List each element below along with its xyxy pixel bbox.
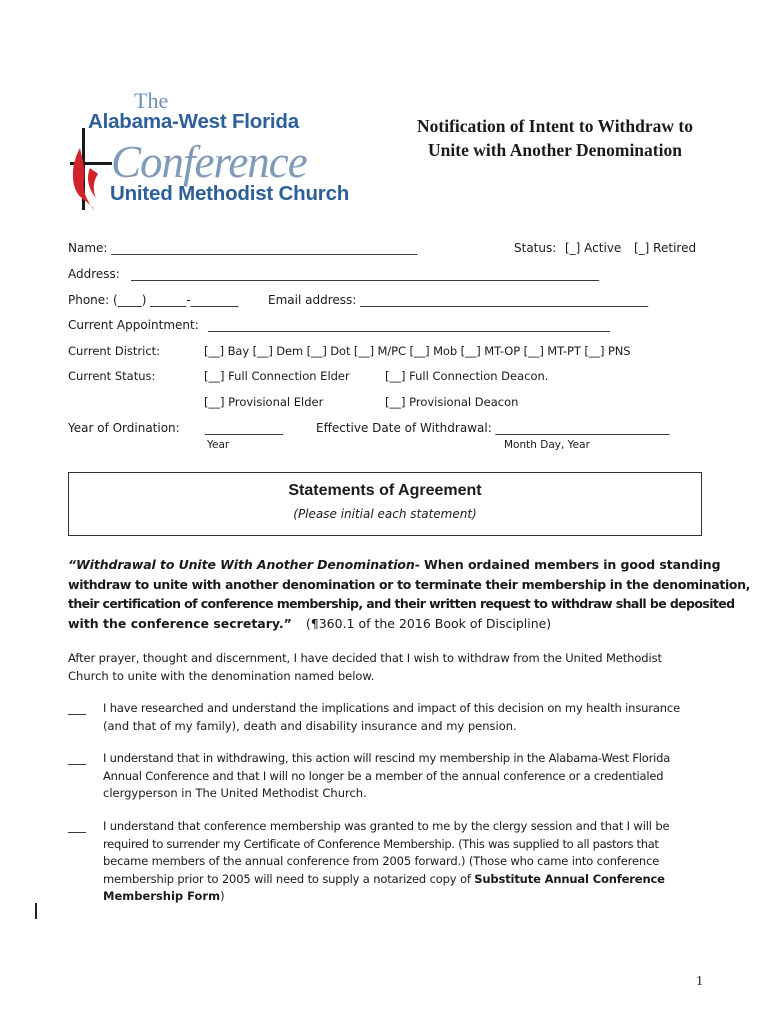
- status-label: Status:: [514, 241, 557, 255]
- intro-line-1: After prayer, thought and discernment, I have decided that I wish to withdraw from the United Methodist: [68, 651, 662, 665]
- statement-3-line-2: required to surrender my Certificate of Conference Membership. (This was supplied to all pastors that: [103, 836, 659, 851]
- intro-paragraph: [68, 650, 688, 685]
- page-number: 1: [696, 974, 703, 989]
- quote-line-2: withdraw to unite with another denomination or to terminate their membership in the denomination,: [68, 576, 751, 592]
- full-elder-checkbox[interactable]: [__] Full Connection Elder: [204, 369, 350, 383]
- substitute-form-link[interactable]: Substitute Annual Conference: [474, 871, 665, 886]
- status-active-checkbox[interactable]: [_] Active: [565, 241, 622, 255]
- statement-1: [103, 700, 693, 735]
- statement-2-line-2: Annual Conference and that I will no longer be a member of the annual conference or a credentialed: [103, 768, 664, 783]
- district-label: Current District:: [68, 344, 161, 358]
- statement-2-line-1: I understand that in withdrawing, this action will rescind my membership in the Alabama-West Florida: [103, 751, 671, 765]
- date-caption: Month Day, Year: [504, 439, 590, 451]
- phone-field[interactable]: Phone: (____) ______-________: [68, 293, 239, 307]
- current-status-label: Current Status:: [68, 369, 156, 383]
- appointment-field[interactable]: ___________________________________________________________________: [208, 318, 610, 332]
- statement-3-line-4: membership prior to 2005 will need to supply a notarized copy of: [103, 871, 471, 886]
- provisional-deacon-checkbox[interactable]: [__] Provisional Deacon: [385, 395, 519, 409]
- quote-line-1: - When ordained members in good standing: [414, 557, 721, 572]
- address-field[interactable]: ______________________________________________________________________________: [131, 267, 599, 281]
- year-caption: Year: [207, 439, 230, 451]
- status-retired-checkbox[interactable]: [_] Retired: [634, 241, 697, 255]
- address-label: Address:: [68, 267, 120, 281]
- quote-line-3: their certification of conference membership, and their written request to withdraw shall be deposited: [68, 596, 735, 611]
- provisional-elder-checkbox[interactable]: [__] Provisional Elder: [204, 395, 324, 409]
- text-cursor: [35, 903, 37, 919]
- initial-blank-3[interactable]: ___: [68, 819, 86, 833]
- discipline-quote: [68, 555, 751, 633]
- statement-2: [103, 750, 693, 803]
- title-line-1: Notification of Intent to Withdraw to: [417, 116, 693, 136]
- logo-the: The: [134, 88, 169, 113]
- logo-name: Alabama-West Florida: [88, 110, 299, 133]
- title-line-2: Unite with Another Denomination: [428, 140, 682, 160]
- quote-citation: (¶360.1 of the 2016 Book of Discipline): [305, 615, 552, 631]
- document-title: [385, 114, 725, 162]
- statement-2-line-3: clergyperson in The United Methodist Church.: [103, 786, 367, 800]
- statement-3-line-3: became members of the annual conference from 2005 forward.) (Those who came into conference: [103, 854, 660, 868]
- substitute-form-link-2[interactable]: Membership Form: [103, 889, 221, 903]
- initial-blank-1[interactable]: ___: [68, 701, 86, 715]
- statement-1-line-2: (and that of my family), death and disability insurance and my pension.: [103, 718, 517, 733]
- name-field[interactable]: Name: ___________________________________________________: [68, 241, 418, 255]
- intro-line-2: Church to unite with the denomination named below.: [68, 668, 375, 683]
- statement-1-line-1: I have researched and understand the implications and impact of this decision on my health insurance: [103, 701, 681, 715]
- ordination-label: Year of Ordination:: [68, 421, 180, 435]
- email-field[interactable]: Email address: ________________________________________________: [268, 293, 649, 307]
- agreement-box: [68, 472, 702, 536]
- quote-line-4: with the conference secretary.”: [68, 615, 292, 631]
- statement-3-close: ): [220, 889, 225, 903]
- ordination-year-field[interactable]: _____________: [205, 421, 283, 435]
- quote-title: “Withdrawal to Unite With Another Denomination: [68, 557, 415, 572]
- logo-church: United Methodist Church: [110, 182, 350, 205]
- agreement-heading: Statements of Agreement: [288, 482, 482, 499]
- logo-conference: Conference: [111, 137, 307, 187]
- full-deacon-checkbox[interactable]: [__] Full Connection Deacon.: [385, 369, 549, 383]
- appointment-label: Current Appointment:: [68, 318, 199, 332]
- agreement-subheading: (Please initial each statement): [293, 507, 477, 521]
- initial-blank-2[interactable]: ___: [68, 751, 86, 765]
- statement-3: [103, 818, 693, 906]
- district-checkboxes[interactable]: [__] Bay [__] Dem [__] Dot [__] M/PC [__] Mob [__] MT-OP [__] MT-PT [__] PNS: [204, 344, 631, 358]
- withdrawal-date-field[interactable]: Effective Date of Withdrawal: _____________________________: [316, 421, 670, 435]
- statement-3-line-1: I understand that conference membership was granted to me by the clergy session and that I will be: [103, 819, 670, 833]
